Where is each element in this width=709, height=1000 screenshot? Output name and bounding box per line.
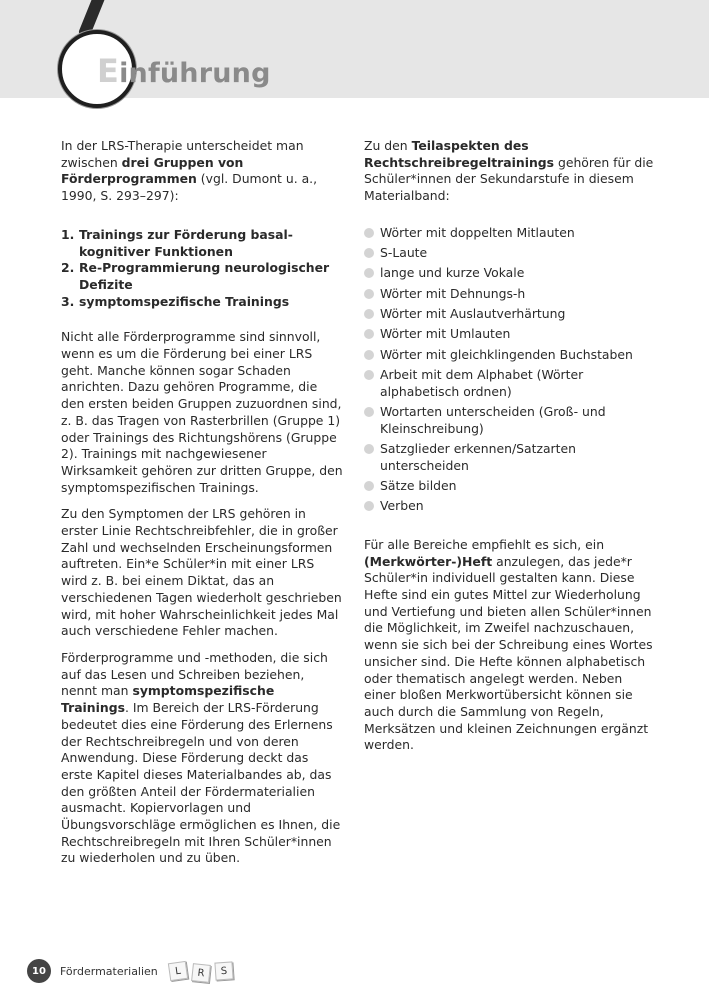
list-item xyxy=(364,326,654,343)
left-paragraph-1: Nicht alle Förderprogramme sind sinnvoll, wenn es um die Förderung bei einer LRS geht. Manche können sogar Schaden anrichten. Dazu gehören Programme, die den ersten beiden Gruppen zuzuordnen sind, z. B. das Tragen von Rasterbrillen (Gruppe 1) oder Trainings des Richtungshörens (Gruppe 2). Trainings mit nachgewiesener Wirksamkeit gehören zur dritten Gruppe, den symptomspezifischen Trainings. xyxy=(61,329,343,495)
list-item xyxy=(364,245,654,262)
list-item xyxy=(364,441,654,474)
list-text: Wörter mit Umlauten xyxy=(380,326,511,342)
bullet-icon xyxy=(364,309,380,319)
bullet-icon xyxy=(364,268,380,278)
title-rest: inführung xyxy=(119,58,271,89)
right-column xyxy=(364,138,654,764)
left-intro xyxy=(61,138,343,205)
letter-tile-icon: L xyxy=(168,961,188,981)
list-text: Trainings zur Förderung basal-kognitiver Funktionen xyxy=(79,226,293,259)
bullet-icon xyxy=(364,444,380,454)
list-text: Satzglieder erkennen/Satzarten unterscheiden xyxy=(380,440,576,473)
list-text: Re-Programmierung neurologischer Defizite xyxy=(79,260,330,292)
lrs-logo xyxy=(164,961,233,982)
left-p3-text: Förderprogramme und -methoden, die sich auf das Lesen und Schreiben beziehen, nennt man xyxy=(61,649,328,699)
title-initial: E xyxy=(97,52,120,90)
right-intro-bold: Teilaspekten des Rechtschreibregeltrainings xyxy=(364,138,555,170)
left-intro-text-2: (vgl. Dumont u. a., 1990, S. 293–297): xyxy=(61,171,318,204)
list-item xyxy=(364,265,654,282)
list-text: symptomspezifische Trainings xyxy=(79,293,290,309)
letter-tile-icon: S xyxy=(214,961,233,980)
list-item xyxy=(364,347,654,364)
bullet-icon xyxy=(364,289,380,299)
list-number: 2. xyxy=(61,260,75,276)
list-item xyxy=(364,498,654,515)
list-text: lange und kurze Vokale xyxy=(380,265,525,281)
right-intro-text-2: gehören für die Schüler*innen der Sekundarstufe in diesem Materialband: xyxy=(364,154,654,204)
list-item xyxy=(364,367,654,400)
footer-label: Fördermaterialien xyxy=(60,964,158,978)
list-text: S-Laute xyxy=(380,245,428,261)
page-footer xyxy=(27,958,233,984)
list-item xyxy=(61,227,343,260)
sub-aspects-list xyxy=(364,225,654,515)
list-item xyxy=(364,286,654,303)
bullet-icon xyxy=(364,350,380,360)
left-p3-bold: symptomspezifische Trainings xyxy=(61,683,275,716)
list-item xyxy=(364,225,654,242)
left-column xyxy=(61,138,343,877)
list-text: Wortarten unterscheiden (Groß- und Kleinschreibung) xyxy=(380,403,606,436)
program-groups-list xyxy=(61,227,343,311)
list-text: Wörter mit Dehnungs-h xyxy=(380,285,526,301)
right-p1-text: Für alle Bereiche empfiehlt es sich, ein xyxy=(364,536,605,552)
bullet-icon xyxy=(364,329,380,339)
list-item xyxy=(61,260,343,293)
left-intro-bold: drei Gruppen von Förderprogrammen xyxy=(61,154,244,187)
list-item xyxy=(364,478,654,495)
bullet-icon xyxy=(364,481,380,491)
bullet-icon xyxy=(364,228,380,238)
bullet-icon xyxy=(364,407,380,417)
list-number: 3. xyxy=(61,293,75,309)
page-number: 10 xyxy=(27,959,51,983)
list-number: 1. xyxy=(61,226,75,242)
list-item xyxy=(364,306,654,323)
left-paragraph-3 xyxy=(61,650,343,867)
list-text: Arbeit mit dem Alphabet (Wörter alphabetisch ordnen) xyxy=(380,366,584,399)
list-item xyxy=(61,294,343,311)
right-p1-text-2: anzulegen, das jede*r Schüler*in individuell gestalten kann. Diese Hefte sind ein gutes Mittel zur Wiederholung und Vertiefung und bieten allen Schüler*innen die Möglichkeit, im Zweifel nachzuschauen, wenn sie sich bei der Schreibung eines Wortes unsicher sind. Die Hefte können alphabetisch oder thematisch angelegt werden. Neben einer bloßen Merkwortübersicht können sie auch durch die Sammlung von Regeln, Merksätzen und kleinen Zeichnungen ergänzt werden. xyxy=(364,553,653,753)
bullet-icon xyxy=(364,501,380,511)
left-p3-text-2: . Im Bereich der LRS-Förderung bedeutet dies eine Förderung des Erlernens der Rechtschreibregeln und von deren Anwendung. Diese Förderung deckt das erste Kapitel dieses Materialbandes ab, das den größten Anteil der Fördermaterialien ausmacht. Kopiervorlagen und Übungsvorschläge ermöglichen es Ihnen, die Rechtschreibregeln mit Ihren Schüler*innen zu wiederholen und zu üben. xyxy=(61,700,341,866)
right-intro-text: Zu den xyxy=(364,138,412,153)
right-paragraph-1 xyxy=(364,537,654,754)
letter-tile-icon: R xyxy=(191,963,211,983)
list-text: Wörter mit Auslautverhärtung xyxy=(380,306,566,321)
list-text: Wörter mit gleichklingenden Buchstaben xyxy=(380,346,633,362)
list-item xyxy=(364,404,654,437)
bullet-icon xyxy=(364,370,380,380)
left-paragraph-2: Zu den Symptomen der LRS gehören in erster Linie Rechtschreibfehler, die in großer Zahl und wechselnden Erscheinungsformen auftreten. Ein*e Schüler*in mit einer LRS wird z. B. bei einem Diktat, das an verschiedenen Tagen wiederholt geschrieben wird, mit hoher Wahrscheinlichkeit jedes Mal auch verschiedene Fehler machen. xyxy=(61,506,342,639)
left-intro-text: In der LRS-Therapie unterscheidet man zwischen xyxy=(61,138,304,170)
list-text: Verben xyxy=(380,498,424,514)
list-text: Wörter mit doppelten Mitlauten xyxy=(380,224,575,240)
bullet-icon xyxy=(364,248,380,258)
page-title xyxy=(97,52,271,90)
list-text: Sätze bilden xyxy=(380,477,457,493)
right-intro xyxy=(364,138,654,205)
right-p1-bold: (Merkwörter-)Heft xyxy=(364,553,493,569)
